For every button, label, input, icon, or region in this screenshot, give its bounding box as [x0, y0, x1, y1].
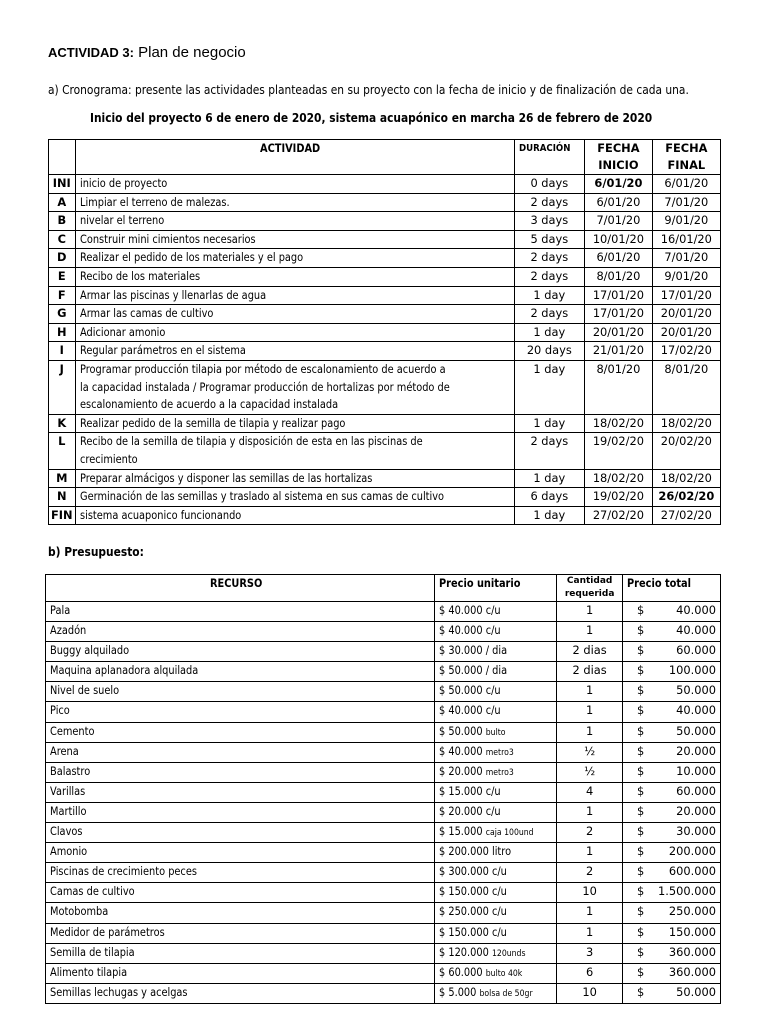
row-activity: Programar producción tilapia por método de escalonamiento de acuerdo a la capacidad instalada / Programar producción de hortalizas por método de escalonamiento de acuerdo a la capacidad instalada [75, 360, 514, 414]
budget-row [46, 722, 721, 742]
budget-header-row [46, 575, 721, 602]
row-duration: 0 days [514, 175, 585, 194]
budget-total [622, 642, 720, 662]
header-quantity: Cantidad requerida [557, 575, 623, 602]
budget-quantity: 2 dias [557, 662, 623, 682]
header-end: FECHA FINAL [652, 140, 720, 175]
budget-total [622, 602, 720, 622]
schedule-row [49, 360, 721, 414]
schedule-row [49, 267, 721, 286]
budget-quantity: 6 [557, 963, 623, 983]
schedule-row [49, 342, 721, 361]
row-id: E [49, 267, 76, 286]
budget-unit-price: $ 15.000 caja 100und [435, 823, 557, 843]
budget-row [46, 742, 721, 762]
row-activity: Realizar pedido de la semilla de tilapia y realizar pago [75, 414, 514, 433]
row-activity: Armar las piscinas y llenarlas de agua [75, 286, 514, 305]
row-activity: Realizar el pedido de los materiales y el pago [75, 249, 514, 268]
row-activity: Recibo de la semilla de tilapia y disposición de esta en las piscinas de crecimiento [75, 433, 514, 469]
page-title [48, 44, 246, 61]
budget-row [46, 823, 721, 843]
budget-total [622, 903, 720, 923]
budget-total-value: 30.000 [676, 824, 716, 839]
budget-unit-price: $ 40.000 c/u [435, 702, 557, 722]
budget-total [622, 722, 720, 742]
row-duration: 1 day [514, 286, 585, 305]
row-duration: 2 days [514, 249, 585, 268]
header-total: Precio total [622, 575, 720, 602]
row-id: F [49, 286, 76, 305]
currency-symbol: $ [636, 864, 645, 879]
currency-symbol: $ [636, 824, 645, 839]
budget-unit: bolsa de 50gr [479, 988, 533, 999]
row-id: D [49, 249, 76, 268]
row-start: 20/01/20 [585, 323, 653, 342]
budget-row [46, 782, 721, 802]
budget-quantity: 4 [557, 782, 623, 802]
row-duration: 2 days [514, 305, 585, 324]
budget-total-value: 40.000 [676, 603, 716, 617]
budget-quantity: 10 [557, 983, 623, 1003]
budget-quantity: 10 [557, 883, 623, 903]
budget-resource: Arena [46, 742, 435, 762]
budget-unit: metro3 [485, 747, 514, 758]
row-start: 19/02/20 [585, 433, 653, 469]
budget-unit: caja 100und [485, 828, 534, 839]
budget-unit-price: $ 300.000 c/u [435, 863, 557, 883]
row-activity: Armar las camas de cultivo [75, 305, 514, 324]
budget-quantity: 2 [557, 863, 623, 883]
currency-symbol: $ [636, 964, 645, 979]
budget-total [622, 923, 720, 943]
currency-symbol: $ [636, 603, 645, 617]
budget-row [46, 923, 721, 943]
budget-row [46, 622, 721, 642]
row-id: N [49, 488, 76, 507]
row-duration: 2 days [514, 193, 585, 212]
budget-table [45, 574, 721, 1004]
budget-total-value: 1.500.000 [658, 884, 716, 899]
budget-resource: Pala [46, 602, 435, 622]
row-end: 20/01/20 [652, 305, 720, 324]
budget-total-value: 50.000 [676, 984, 716, 999]
row-duration: 6 days [514, 488, 585, 507]
currency-symbol: $ [636, 663, 645, 678]
budget-unit-price: $ 60.000 bulto 40k [435, 963, 557, 983]
schedule-row [49, 286, 721, 305]
budget-resource: Nivel de suelo [46, 682, 435, 702]
budget-quantity: 2 [557, 823, 623, 843]
row-start: 17/01/20 [585, 286, 653, 305]
row-duration: 2 days [514, 433, 585, 469]
budget-resource: Maquina aplanadora alquilada [46, 662, 435, 682]
currency-symbol: $ [636, 924, 645, 939]
budget-total [622, 682, 720, 702]
row-id: B [49, 212, 76, 231]
budget-total-value: 600.000 [668, 864, 716, 879]
budget-unit: 120unds [492, 948, 526, 959]
budget-total [622, 622, 720, 642]
budget-unit: bulto 40k [485, 968, 523, 979]
budget-total-value: 60.000 [676, 643, 716, 658]
row-id: FIN [49, 506, 76, 525]
schedule-row [49, 305, 721, 324]
budget-total-value: 20.000 [676, 743, 716, 758]
row-start: 8/01/20 [585, 360, 653, 414]
currency-symbol: $ [636, 803, 645, 818]
budget-resource: Semillas lechugas y acelgas [46, 983, 435, 1003]
budget-quantity: 1 [557, 843, 623, 863]
row-duration: 5 days [514, 230, 585, 249]
budget-total [622, 883, 720, 903]
row-id: J [49, 360, 76, 414]
budget-unit-price: $ 250.000 c/u [435, 903, 557, 923]
budget-resource: Amonio [46, 843, 435, 863]
row-start: 17/01/20 [585, 305, 653, 324]
budget-total [622, 742, 720, 762]
row-duration: 1 day [514, 414, 585, 433]
row-end: 6/01/20 [652, 175, 720, 194]
currency-symbol: $ [636, 643, 645, 658]
currency-symbol: $ [636, 623, 645, 638]
schedule-row [49, 212, 721, 231]
row-end: 26/02/20 [652, 488, 720, 507]
budget-resource: Azadón [46, 622, 435, 642]
schedule-header-row [49, 140, 721, 175]
row-id: M [49, 469, 76, 488]
budget-row [46, 602, 721, 622]
budget-quantity: ½ [557, 762, 623, 782]
budget-unit-price: $ 30.000 / dia [435, 642, 557, 662]
row-activity: Germinación de las semillas y traslado al sistema en sus camas de cultivo [75, 488, 514, 507]
budget-total [622, 823, 720, 843]
schedule-table [48, 139, 721, 525]
budget-row [46, 903, 721, 923]
row-end: 7/01/20 [652, 193, 720, 212]
budget-resource: Martillo [46, 802, 435, 822]
schedule-row [49, 249, 721, 268]
budget-unit: metro3 [485, 767, 514, 778]
currency-symbol: $ [636, 743, 645, 758]
budget-total-value: 40.000 [676, 703, 716, 718]
budget-unit-price: $ 150.000 c/u [435, 923, 557, 943]
row-duration: 3 days [514, 212, 585, 231]
budget-unit-price: $ 40.000 c/u [435, 622, 557, 642]
budget-total-value: 150.000 [668, 924, 716, 939]
row-end: 18/02/20 [652, 414, 720, 433]
activity-title: Plan de negocio [133, 44, 246, 61]
budget-row [46, 642, 721, 662]
row-end: 27/02/20 [652, 506, 720, 525]
budget-unit-price: $ 40.000 metro3 [435, 742, 557, 762]
row-start: 10/01/20 [585, 230, 653, 249]
row-id: G [49, 305, 76, 324]
budget-total-value: 250.000 [668, 904, 716, 919]
row-activity: Adicionar amonio [75, 323, 514, 342]
row-start: 7/01/20 [585, 212, 653, 231]
currency-symbol: $ [636, 884, 645, 899]
row-end: 8/01/20 [652, 360, 720, 414]
budget-total [622, 802, 720, 822]
currency-symbol: $ [636, 783, 645, 798]
budget-total [622, 762, 720, 782]
budget-resource: Clavos [46, 823, 435, 843]
budget-total-value: 60.000 [676, 783, 716, 798]
budget-quantity: 1 [557, 682, 623, 702]
currency-symbol: $ [636, 844, 645, 859]
budget-resource: Alimento tilapia [46, 963, 435, 983]
header-resource: RECURSO [46, 575, 435, 602]
row-start: 27/02/20 [585, 506, 653, 525]
schedule-row [49, 469, 721, 488]
schedule-row [49, 433, 721, 469]
budget-total [622, 983, 720, 1003]
activity-label: ACTIVIDAD 3: [48, 45, 134, 60]
budget-resource: Medidor de parámetros [46, 923, 435, 943]
budget-unit-price: $ 5.000 bolsa de 50gr [435, 983, 557, 1003]
row-end: 16/01/20 [652, 230, 720, 249]
budget-total-value: 360.000 [668, 964, 716, 979]
budget-unit-price: $ 20.000 c/u [435, 802, 557, 822]
budget-unit-price: $ 150.000 c/u [435, 883, 557, 903]
budget-quantity: 1 [557, 622, 623, 642]
budget-resource: Balastro [46, 762, 435, 782]
budget-quantity: 1 [557, 722, 623, 742]
budget-quantity: 1 [557, 923, 623, 943]
budget-row [46, 702, 721, 722]
budget-row [46, 863, 721, 883]
budget-row [46, 983, 721, 1003]
budget-resource: Motobomba [46, 903, 435, 923]
header-activity: ACTIVIDAD [75, 140, 514, 175]
budget-unit-price: $ 200.000 litro [435, 843, 557, 863]
budget-total [622, 782, 720, 802]
row-duration: 2 days [514, 267, 585, 286]
row-id: I [49, 342, 76, 361]
row-start: 6/01/20 [585, 175, 653, 194]
row-id: L [49, 433, 76, 469]
schedule-row [49, 506, 721, 525]
row-end: 20/02/20 [652, 433, 720, 469]
row-end: 17/01/20 [652, 286, 720, 305]
schedule-row [49, 414, 721, 433]
budget-total [622, 963, 720, 983]
row-end: 9/01/20 [652, 212, 720, 231]
currency-symbol: $ [636, 683, 645, 698]
budget-resource: Camas de cultivo [46, 883, 435, 903]
budget-row [46, 843, 721, 863]
row-start: 19/02/20 [585, 488, 653, 507]
budget-total-value: 360.000 [668, 944, 716, 959]
row-activity: Construir mini cimientos necesarios [75, 230, 514, 249]
row-start: 18/02/20 [585, 414, 653, 433]
budget-quantity: 1 [557, 702, 623, 722]
schedule-row [49, 488, 721, 507]
row-activity: inicio de proyecto [75, 175, 514, 194]
row-end: 17/02/20 [652, 342, 720, 361]
schedule-row [49, 175, 721, 194]
budget-row [46, 802, 721, 822]
budget-resource: Buggy alquilado [46, 642, 435, 662]
budget-total [622, 863, 720, 883]
row-start: 21/01/20 [585, 342, 653, 361]
budget-unit-price: $ 40.000 c/u [435, 602, 557, 622]
budget-total-value: 200.000 [668, 844, 716, 859]
header-unit-price: Precio unitario [435, 575, 557, 602]
section-b-heading: b) Presupuesto: [48, 544, 144, 559]
currency-symbol: $ [636, 763, 645, 778]
currency-symbol: $ [636, 723, 645, 738]
section-a-heading: a) Cronograma: presente las actividades planteadas en su proyecto con la fecha de inicio y de finalización de cada una. [48, 82, 689, 97]
currency-symbol: $ [636, 944, 645, 959]
budget-total-value: 40.000 [676, 623, 716, 638]
budget-resource: Pico [46, 702, 435, 722]
row-duration: 1 day [514, 506, 585, 525]
schedule-row [49, 323, 721, 342]
row-end: 20/01/20 [652, 323, 720, 342]
row-activity: Regular parámetros en el sistema [75, 342, 514, 361]
budget-total-value: 50.000 [676, 723, 716, 738]
schedule-row [49, 193, 721, 212]
row-activity: Limpiar el terreno de malezas. [75, 193, 514, 212]
budget-resource: Varillas [46, 782, 435, 802]
budget-unit: bulto [485, 727, 506, 738]
budget-row [46, 762, 721, 782]
currency-symbol: $ [636, 904, 645, 919]
row-start: 6/01/20 [585, 249, 653, 268]
currency-symbol: $ [636, 984, 645, 999]
row-id: K [49, 414, 76, 433]
row-end: 7/01/20 [652, 249, 720, 268]
row-id: A [49, 193, 76, 212]
row-start: 6/01/20 [585, 193, 653, 212]
currency-symbol: $ [636, 703, 645, 718]
row-activity: sistema acuaponico funcionando [75, 506, 514, 525]
budget-quantity: 2 dias [557, 642, 623, 662]
row-id: C [49, 230, 76, 249]
row-activity: nivelar el terreno [75, 212, 514, 231]
budget-total [622, 943, 720, 963]
row-activity: Preparar almácigos y disponer las semillas de las hortalizas [75, 469, 514, 488]
budget-quantity: ½ [557, 742, 623, 762]
row-duration: 1 day [514, 360, 585, 414]
budget-quantity: 1 [557, 802, 623, 822]
budget-unit-price: $ 20.000 metro3 [435, 762, 557, 782]
row-duration: 20 days [514, 342, 585, 361]
budget-total-value: 10.000 [676, 763, 716, 778]
budget-row [46, 662, 721, 682]
budget-quantity: 1 [557, 602, 623, 622]
row-id: INI [49, 175, 76, 194]
budget-unit-price: $ 50.000 c/u [435, 682, 557, 702]
header-duration: DURACIÓN [514, 140, 585, 175]
row-start: 8/01/20 [585, 267, 653, 286]
budget-resource: Semilla de tilapia [46, 943, 435, 963]
budget-row [46, 943, 721, 963]
budget-total [622, 662, 720, 682]
budget-quantity: 3 [557, 943, 623, 963]
project-subtitle: Inicio del proyecto 6 de enero de 2020, sistema acuapónico en marcha 26 de febrero de 2020 [90, 110, 653, 125]
budget-total [622, 843, 720, 863]
header-id [49, 140, 76, 175]
budget-resource: Cemento [46, 722, 435, 742]
row-end: 9/01/20 [652, 267, 720, 286]
budget-total-value: 20.000 [676, 803, 716, 818]
row-duration: 1 day [514, 323, 585, 342]
budget-row [46, 682, 721, 702]
budget-total [622, 702, 720, 722]
schedule-row [49, 230, 721, 249]
budget-resource: Piscinas de crecimiento peces [46, 863, 435, 883]
budget-unit-price: $ 50.000 bulto [435, 722, 557, 742]
row-start: 18/02/20 [585, 469, 653, 488]
budget-quantity: 1 [557, 903, 623, 923]
header-start: FECHA INICIO [585, 140, 653, 175]
budget-total-value: 100.000 [668, 663, 716, 678]
row-duration: 1 day [514, 469, 585, 488]
budget-total-value: 50.000 [676, 683, 716, 698]
budget-row [46, 883, 721, 903]
budget-row [46, 963, 721, 983]
budget-unit-price: $ 120.000 120unds [435, 943, 557, 963]
budget-unit-price: $ 50.000 / dia [435, 662, 557, 682]
row-end: 18/02/20 [652, 469, 720, 488]
row-activity: Recibo de los materiales [75, 267, 514, 286]
budget-unit-price: $ 15.000 c/u [435, 782, 557, 802]
row-id: H [49, 323, 76, 342]
